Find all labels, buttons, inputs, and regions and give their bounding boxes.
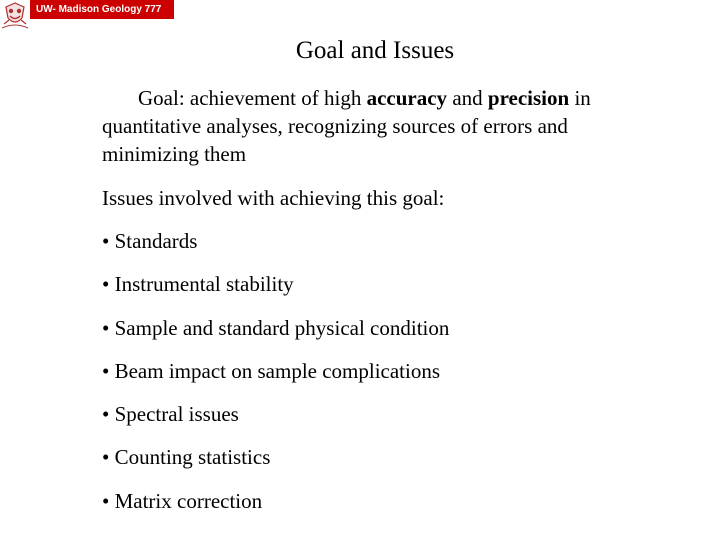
bullet-icon: • [102,488,110,513]
goal-text-suffix: in quantitative analyses, recognizing sources of errors and minimizing them [102,86,591,166]
goal-precision-term: precision [487,86,570,110]
issue-label: Sample and standard physical condition [114,315,450,340]
university-crest-icon [0,0,30,30]
issue-label: Standards [114,229,198,253]
bullet-icon: • [102,229,110,253]
bullet-icon: • [102,272,110,297]
list-item [102,314,449,357]
goal-accuracy-term: accuracy [366,86,448,110]
slide-title: Goal and Issues [295,37,455,64]
list-item [102,487,449,530]
issue-label: Spectral issues [114,402,239,427]
list-item [102,357,449,400]
bullet-icon: • [102,445,110,470]
goal-paragraph [102,84,662,168]
bullet-icon: • [102,315,110,340]
bullet-icon: • [102,358,110,383]
goal-text-middle: and [447,86,488,110]
issues-list [102,227,449,530]
issue-label: Counting statistics [114,445,271,470]
list-item [102,227,449,270]
issue-label: Matrix correction [114,488,263,513]
bullet-icon: • [102,402,110,427]
course-banner [30,0,174,19]
goal-text-prefix: Goal: achievement of high [138,86,367,110]
list-item [102,270,449,313]
list-item [102,443,449,486]
list-item [102,400,449,443]
issue-label: Beam impact on sample complications [114,358,441,383]
course-banner-text: UW- Madison Geology 777 [36,4,162,15]
issues-heading: Issues involved with achieving this goal: [102,186,445,210]
issue-label: Instrumental stability [114,272,294,297]
